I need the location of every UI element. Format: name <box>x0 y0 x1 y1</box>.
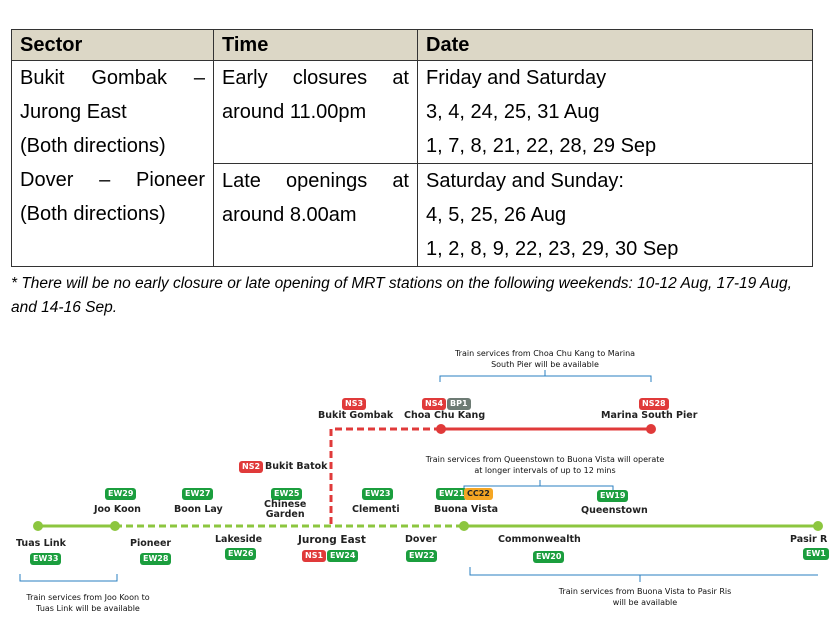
time-cell-late: Late openings at around 8.00am <box>214 164 418 267</box>
bracket-bottom-left <box>20 574 117 581</box>
note-middle: Train services from Queenstown to Buona Vista will operate at longer intervals of up to 12 mins <box>425 455 665 475</box>
station-dover: Dover <box>405 534 437 545</box>
station-commonwealth: Commonwealth <box>498 534 581 545</box>
station-code: EW20 <box>533 551 564 563</box>
mrt-map <box>0 330 830 622</box>
station-tuas-link: Tuas Link <box>16 538 66 549</box>
station-code: NS2 <box>239 461 263 473</box>
station-lakeside: Lakeside <box>215 534 263 545</box>
sector-line: (Both directions) <box>20 203 166 225</box>
station-code: EW25 <box>271 488 302 500</box>
sector-line: (Both directions) <box>20 135 166 157</box>
station-code: EW28 <box>140 553 171 565</box>
table-header-row <box>12 30 813 61</box>
station-code: CC22 <box>464 488 493 500</box>
map-lines <box>0 330 830 622</box>
station-code: EW19 <box>597 490 628 502</box>
header-sector: Sector <box>12 30 214 61</box>
station-code: EW21 <box>436 488 467 500</box>
station-code: NS28 <box>639 398 669 410</box>
station-code: EW29 <box>105 488 136 500</box>
closure-table <box>11 29 813 267</box>
station-pasir-ris: Pasir R <box>790 534 828 545</box>
station-code: EW27 <box>182 488 213 500</box>
station-queenstown: Queenstown <box>581 505 648 516</box>
station-code: NS1 <box>302 550 326 562</box>
station-joo-koon: Joo Koon <box>94 504 141 515</box>
station-code: EW33 <box>30 553 61 565</box>
station-code: EW1 <box>803 548 829 560</box>
station-marina-south-pier: Marina South Pier <box>601 410 698 421</box>
table-row <box>12 61 813 164</box>
time-cell-early: Early closures at around 11.00pm <box>214 61 418 164</box>
station-code: BP1 <box>447 398 471 410</box>
footnote: * There will be no early closure or late opening of MRT stations on the following weekends: 10-12 Aug, 17-19 Aug, and 14-16 Sep. <box>11 275 792 316</box>
header-time: Time <box>214 30 418 61</box>
sector-cell <box>12 61 214 267</box>
station-code: NS4 <box>422 398 446 410</box>
sector-line: Bukit Gombak – <box>20 67 205 89</box>
note-bottom-left: Train services from Joo Koon to Tuas Link will be available <box>26 593 150 613</box>
station-code: NS3 <box>342 398 366 410</box>
station-bukit-batok: Bukit Batok <box>265 461 328 472</box>
bracket-bottom-right <box>470 567 818 575</box>
note-top: Train services from Choa Chu Kang to Marina South Pier will be available <box>454 349 636 369</box>
header-date: Date <box>418 30 813 61</box>
station-bukit-gombak: Bukit Gombak <box>318 410 394 421</box>
date-cell-late: Saturday and Sunday: 4, 5, 25, 26 Aug 1, 2, 8, 9, 22, 23, 29, 30 Sep <box>418 164 813 267</box>
station-choa-chu-kang: Choa Chu Kang <box>404 410 486 421</box>
sector-line: Dover – Pioneer <box>20 169 205 191</box>
station-buona-vista: Buona Vista <box>434 504 499 515</box>
note-bottom-right: Train services from Buona Vista to Pasir Ris will be available <box>558 587 732 607</box>
station-code: EW26 <box>225 548 256 560</box>
bracket-top <box>440 376 651 382</box>
station-code: EW22 <box>406 550 437 562</box>
station-clementi: Clementi <box>352 504 400 515</box>
station-pioneer: Pioneer <box>130 538 172 549</box>
station-chinese-garden: Chinese Garden <box>264 499 307 520</box>
station-code: EW23 <box>362 488 393 500</box>
station-jurong-east: Jurong East <box>298 534 366 546</box>
station-boon-lay: Boon Lay <box>174 504 223 515</box>
date-cell-early: Friday and Saturday 3, 4, 24, 25, 31 Aug 1, 7, 8, 21, 22, 28, 29 Sep <box>418 61 813 164</box>
station-code: EW24 <box>327 550 358 562</box>
sector-line: Jurong East <box>20 101 127 123</box>
